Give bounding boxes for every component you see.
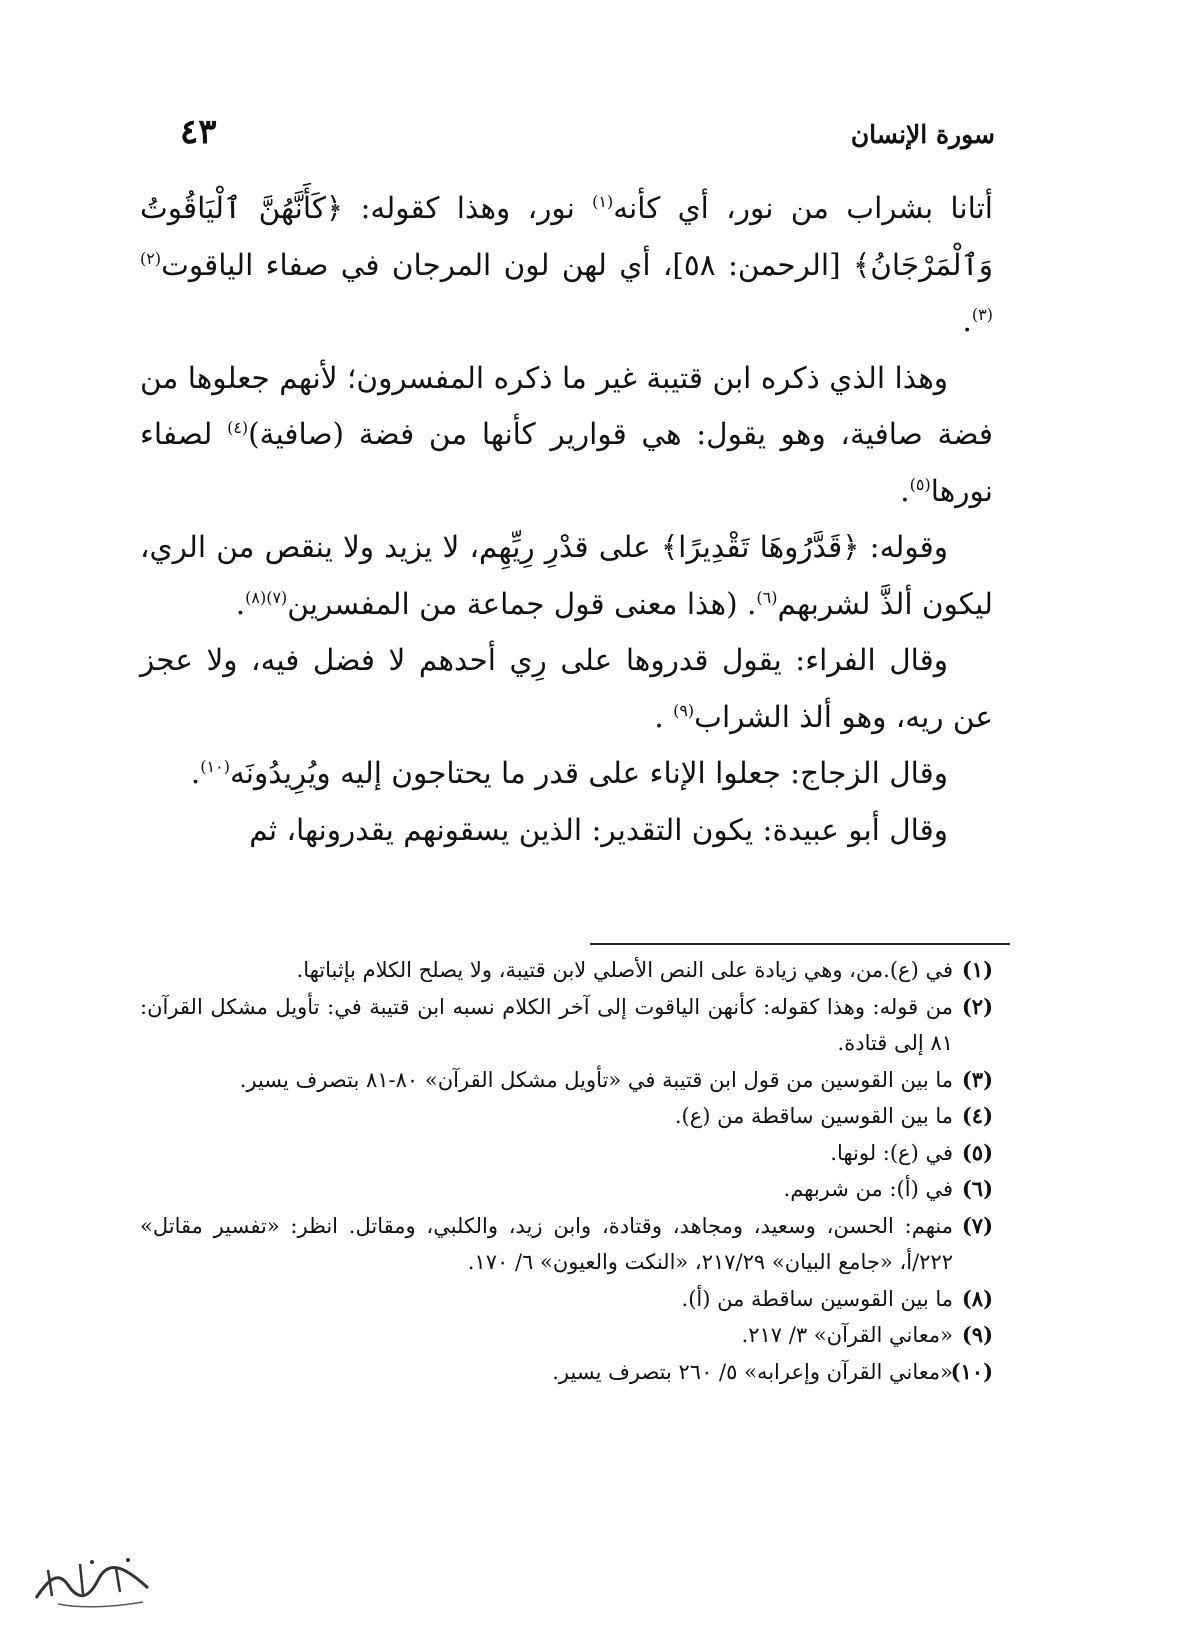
footnote-ref[interactable]: (٧)(٨) xyxy=(245,587,288,607)
footnote-item xyxy=(140,952,993,989)
footnote-text: ما بين القوسين ساقطة من (ع). xyxy=(674,1104,953,1128)
footnote-number: (٦) xyxy=(961,1176,993,1201)
footnote-text: منهم: الحسن، وسعيد، ومجاهد، وقتادة، وابن زيد، والكلبي، ومقاتل. انظر: «تفسير مقاتل» ٢٢٢/أ، «جامع البيان» ٢١٧/٢٩، «النكت والعيون» ٦/ ١٧٠. xyxy=(140,1213,953,1274)
footnote-ref[interactable]: (١٠) xyxy=(200,757,230,777)
footnote-item xyxy=(140,1062,993,1099)
footnote-ref[interactable]: (٥) xyxy=(909,474,931,494)
publisher-calligraphy-logo-icon xyxy=(28,1550,158,1610)
paragraph-1: أتانا بشراب من نور، أي كأنه$^{(١)}$ نور، وهذا كقوله: ﴿كَأَنَّهُنَّ ٱلْيَاقُوتُ وَٱلْمَرْجَانُ﴾ [الرحمن: ٥٨]، أي لهن لون المرجان في صفاء الياقوت$^{(٢)(٣)}$. xyxy=(140,191,993,338)
footnote-number: (٧) xyxy=(961,1212,993,1238)
footnotes xyxy=(140,952,993,1390)
footnote-ref[interactable]: (١) xyxy=(592,192,614,212)
footnote-number: (٤) xyxy=(961,1103,993,1128)
footnote-divider xyxy=(590,943,1010,945)
footnote-text: في (ع): لونها. xyxy=(830,1140,953,1165)
footnote-text: ما بين القوسين من قول ابن قتيبة في «تأويل مشكل القرآن» ٨٠-٨١ بتصرف يسير. xyxy=(239,1067,953,1092)
paragraph-5: وقال الزجاج: جعلوا الإناء على قدر ما يحتاجون إليه ويُرِيدُونَه$^{(١٠)}$. xyxy=(190,756,948,790)
footnote-text: في (أ): من شربهم. xyxy=(783,1177,953,1201)
footnote-ref[interactable]: (٤) xyxy=(227,418,249,438)
footnote-text: ما بين القوسين ساقطة من (أ). xyxy=(681,1286,953,1311)
footnote-item xyxy=(140,1135,993,1172)
footnote-ref[interactable]: (٢)(٣) xyxy=(140,248,993,325)
paragraph-4: وقال الفراء: يقول قدروها على رِي أحدهم لا فضل فيه، ولا عجز عن ريه، وهو ألذ الشراب$^{(٩)}$ . xyxy=(140,643,993,734)
footnote-text: من قوله: وهذا كقوله: كأنهن الياقوت إلى آخر الكلام نسبه ابن قتيبة في: تأويل مشكل القرآن: ٨١ إلى قتادة. xyxy=(140,994,953,1055)
footnote-item xyxy=(140,1354,993,1391)
footnote-text: «معاني القرآن وإعرابه» ٥/ ٢٦٠ بتصرف يسير. xyxy=(552,1359,953,1384)
footnote-number: (٩) xyxy=(961,1322,993,1347)
footnote-number: (٣) xyxy=(961,1066,993,1092)
main-text xyxy=(140,180,993,858)
footnote-ref[interactable]: (٦) xyxy=(756,587,778,607)
footnote-item xyxy=(140,989,993,1062)
footnote-item xyxy=(140,1208,993,1281)
footnote-number: (٨) xyxy=(961,1285,993,1311)
footnote-item xyxy=(140,1171,993,1208)
footnote-number: (١٠) xyxy=(950,1358,993,1384)
footnote-number: (٢) xyxy=(961,993,993,1019)
sura-title: سورة الإنسان xyxy=(850,120,995,149)
paragraph-6: وقال أبو عبيدة: يكون التقدير: الذين يسقونهم يقدرونها، ثم xyxy=(249,812,948,847)
footnote-text: «معاني القرآن» ٣/ ٢١٧. xyxy=(741,1323,953,1347)
page-header xyxy=(140,112,995,162)
footnote-ref[interactable]: (٩) xyxy=(673,700,695,720)
footnote-item xyxy=(140,1317,993,1354)
paragraph-3: وقوله: ﴿قَدَّرُوهَا تَقْدِيرًا﴾ على قدْرِ رِيِّهِم، لا يزيد ولا ينقص من الري، ليكون ألذَّ لشربهم$^{(٦)}$. (هذا معنى قول جماعة من المفسرين$^{(٧)(٨)}$. xyxy=(140,530,993,621)
page-number: ٤٣ xyxy=(180,112,217,152)
footnote-item xyxy=(140,1098,993,1135)
footnote-text: في (ع).من، وهي زيادة على النص الأصلي لابن قتيبة، ولا يصلح الكلام بإثباتها. xyxy=(296,958,953,982)
footnote-number: (١) xyxy=(961,957,993,982)
footnote-number: (٥) xyxy=(961,1139,993,1165)
footnote-item xyxy=(140,1281,993,1318)
paragraph-2: وهذا الذي ذكره ابن قتيبة غير ما ذكره المفسرون؛ لأنهم جعلوها من فضة صافية، وهو يقول: هي قوارير كأنها من فضة (صافية)$^{(٤)}$ لصفاء نورها$^{(٥)}$. xyxy=(140,360,994,508)
